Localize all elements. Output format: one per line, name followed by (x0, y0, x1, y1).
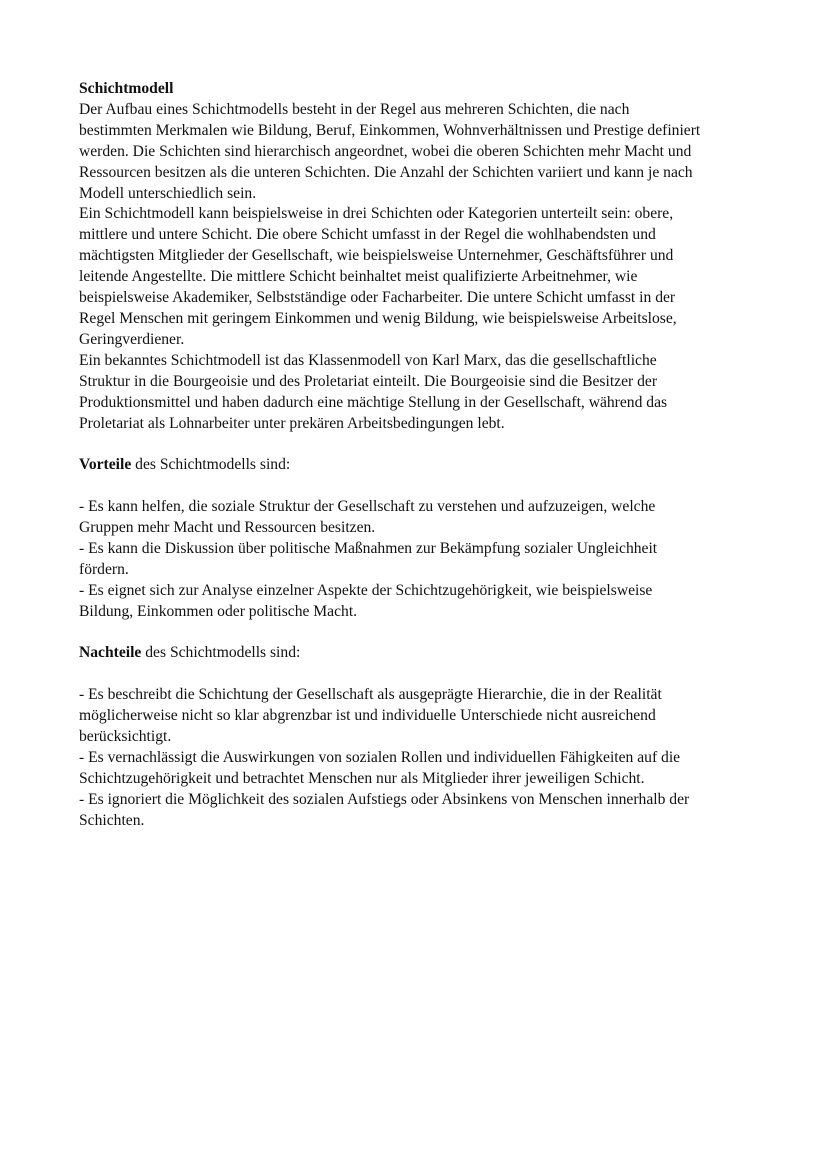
text-line: Geringverdiener. (79, 330, 185, 348)
spacer (79, 623, 759, 644)
text-line: leitende Angestellte. Die mittlere Schicht beinhaltet meist qualifizierte Arbeitnehmer, wie (79, 268, 638, 286)
list-item: fördern. (79, 560, 129, 578)
list-item: möglicherweise nicht so klar abgrenzbar ist und individuelle Unterschiede nicht ausreichend (79, 707, 656, 725)
paragraph-three-layers (79, 204, 759, 350)
list-item: berücksichtigt. (79, 728, 172, 746)
advantages-list (79, 497, 759, 622)
text-line: mittlere und untere Schicht. Die obere Schicht umfasst in der Regel die wohlhabendsten und (79, 226, 656, 244)
list-item: - Es kann die Diskussion über politische Maßnahmen zur Bekämpfung sozialer Ungleichheit (79, 539, 658, 557)
list-item: - Es beschreibt die Schichtung der Gesellschaft als ausgeprägte Hierarchie, die in der Realität (79, 686, 662, 704)
paragraph-structure (79, 100, 759, 205)
text-line: Der Aufbau eines Schichtmodells besteht in der Regel aus mehreren Schichten, die nach (79, 100, 630, 118)
list-item: Schichten. (79, 811, 145, 829)
document-page (79, 79, 759, 832)
text-line: Produktionsmittel und haben dadurch eine mächtige Stellung in der Gesellschaft, während das (79, 393, 668, 411)
text-line: mächtigsten Mitglieder der Gesellschaft, wie beispielsweise Unternehmer, Geschäftsführer und (79, 247, 674, 265)
disadvantages-heading (79, 643, 759, 664)
text-line: Ein Schichtmodell kann beispielsweise in drei Schichten oder Kategorien unterteilt sein: obere, (79, 205, 674, 223)
text-line: bestimmten Merkmalen wie Bildung, Beruf, Einkommen, Wohnverhältnissen und Prestige definiert (79, 121, 701, 139)
spacer (79, 664, 759, 685)
text-line: Proletariat als Lohnarbeiter unter prekären Arbeitsbedingungen lebt. (79, 414, 505, 432)
spacer (79, 434, 759, 455)
paragraph-marx (79, 351, 759, 435)
text-line: beispielsweise Akademiker, Selbstständige oder Facharbeiter. Die untere Schicht umfasst in der (79, 289, 676, 307)
list-item: Schichtzugehörigkeit und betrachtet Menschen nur als Mitglieder ihrer jeweiligen Schicht. (79, 769, 645, 787)
advantages-heading-rest: des Schichtmodells sind: (131, 456, 291, 474)
advantages-heading (79, 455, 759, 476)
disadvantages-heading-rest: des Schichtmodells sind: (141, 644, 301, 662)
document-title: Schichtmodell (79, 80, 174, 97)
list-item: Bildung, Einkommen oder politische Macht. (79, 602, 358, 620)
list-item: - Es kann helfen, die soziale Struktur der Gesellschaft zu verstehen und aufzuzeigen, welche (79, 498, 656, 516)
list-item: - Es ignoriert die Möglichkeit des sozialen Aufstiegs oder Absinkens von Menschen innerhalb der (79, 790, 690, 808)
text-line: Struktur in die Bourgeoisie und des Proletariat einteilt. Die Bourgeoisie sind die Besitzer der (79, 372, 658, 390)
advantages-heading-bold: Vorteile (79, 456, 132, 474)
text-line: Regel Menschen mit geringem Einkommen und wenig Bildung, wie beispielsweise Arbeitslose, (79, 309, 677, 327)
text-line: Ressourcen besitzen als die unteren Schichten. Die Anzahl der Schichten variiert und kann je nach (79, 163, 693, 181)
list-item: Gruppen mehr Macht und Ressourcen besitzen. (79, 519, 376, 536)
text-line: Modell unterschiedlich sein. (79, 184, 257, 202)
disadvantages-heading-bold: Nachteile (79, 644, 142, 662)
text-line: Ein bekanntes Schichtmodell ist das Klassenmodell von Karl Marx, das die gesellschaftliche (79, 351, 657, 369)
spacer (79, 476, 759, 497)
disadvantages-list (79, 685, 759, 831)
list-item: - Es eignet sich zur Analyse einzelner Aspekte der Schichtzugehörigkeit, wie beispielsweise (79, 581, 653, 599)
text-line: werden. Die Schichten sind hierarchisch angeordnet, wobei die oberen Schichten mehr Macht und (79, 142, 692, 160)
list-item: - Es vernachlässigt die Auswirkungen von sozialen Rollen und individuellen Fähigkeiten auf die (79, 748, 681, 766)
